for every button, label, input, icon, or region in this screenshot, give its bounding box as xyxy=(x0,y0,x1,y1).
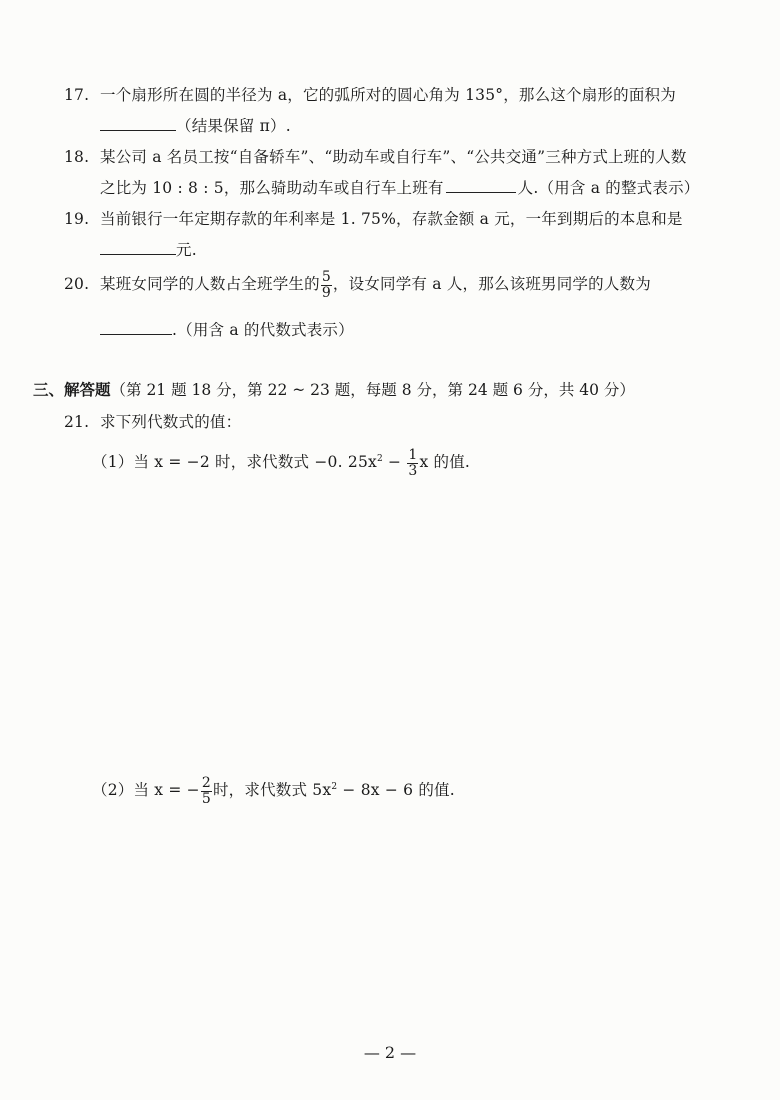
section-title: 三、解答题 xyxy=(33,381,111,399)
question-17-line-1 xyxy=(64,83,676,105)
page-number: — 2 — xyxy=(363,1043,417,1062)
question-19-line-2 xyxy=(100,238,197,260)
question-number: 21. xyxy=(64,413,90,431)
question-text: 求下列代数式的值： xyxy=(100,413,242,431)
question-20-line-2 xyxy=(100,318,354,340)
question-text: 某公司 a 名员工按“自备轿车”、“助动车或自行车”、“公共交通”三种方式上班的人数 xyxy=(100,148,687,166)
question-text: 当前银行一年定期存款的年利率是 1. 75%，存款金额 a 元，一年到期后的本息和是 xyxy=(100,210,683,228)
question-text: .（用含 a 的代数式表示） xyxy=(172,321,354,339)
question-19-line-1 xyxy=(64,207,683,229)
question-text: 一个扇形所在圆的半径为 a，它的弧所对的圆心角为 135°，那么这个扇形的面积为 xyxy=(100,86,676,104)
fraction-denominator: 3 xyxy=(408,462,418,479)
answer-blank[interactable] xyxy=(446,178,516,193)
fraction xyxy=(321,270,332,300)
exponent: 2 xyxy=(376,454,383,465)
question-text: （1）当 x = −2 时，求代数式 −0. 25x xyxy=(92,453,377,472)
question-text: （结果保留 π）. xyxy=(176,117,291,135)
question-21-title xyxy=(64,410,241,432)
question-21-part-2 xyxy=(92,776,455,806)
question-text: 人.（用含 a 的整式表示） xyxy=(517,179,700,197)
question-number: 17. xyxy=(64,86,90,104)
answer-blank[interactable] xyxy=(100,116,176,131)
question-20-line-1 xyxy=(64,270,651,300)
fraction-numerator: 5 xyxy=(321,269,331,285)
question-text: （2）当 x = − xyxy=(92,781,200,800)
answer-blank[interactable] xyxy=(100,320,172,335)
question-number: 20. xyxy=(64,275,90,294)
question-text: 元. xyxy=(176,241,197,259)
fraction xyxy=(407,448,418,478)
question-number: 19. xyxy=(64,210,90,228)
question-18-line-2 xyxy=(100,176,699,198)
question-text: − 8x − 6 的值. xyxy=(337,781,455,800)
question-text: 时，求代数式 5x xyxy=(212,781,332,800)
section-detail: （第 21 题 18 分，第 22 ~ 23 题，每题 8 分，第 24 题 6 分，共 40 分） xyxy=(110,381,635,399)
question-text: 之比为 10 : 8 : 5，那么骑助动车或自行车上班有 xyxy=(100,179,444,197)
exponent: 2 xyxy=(331,782,338,793)
question-number: 18. xyxy=(64,148,90,166)
fraction-denominator: 9 xyxy=(321,284,331,301)
answer-blank[interactable] xyxy=(100,240,176,255)
section-header xyxy=(33,378,635,400)
fraction-denominator: 5 xyxy=(201,790,211,807)
question-21-part-1 xyxy=(92,448,470,478)
fraction-numerator: 1 xyxy=(408,447,418,463)
fraction-numerator: 2 xyxy=(201,775,211,791)
question-text: − xyxy=(382,453,407,472)
question-18-line-1 xyxy=(64,145,687,167)
fraction xyxy=(201,776,212,806)
question-17-line-2 xyxy=(100,114,291,136)
question-text: 某班女同学的人数占全班学生的 xyxy=(100,275,320,294)
question-text: x 的值. xyxy=(419,453,471,472)
question-text: ，设女同学有 a 人，那么该班男同学的人数为 xyxy=(332,275,651,294)
